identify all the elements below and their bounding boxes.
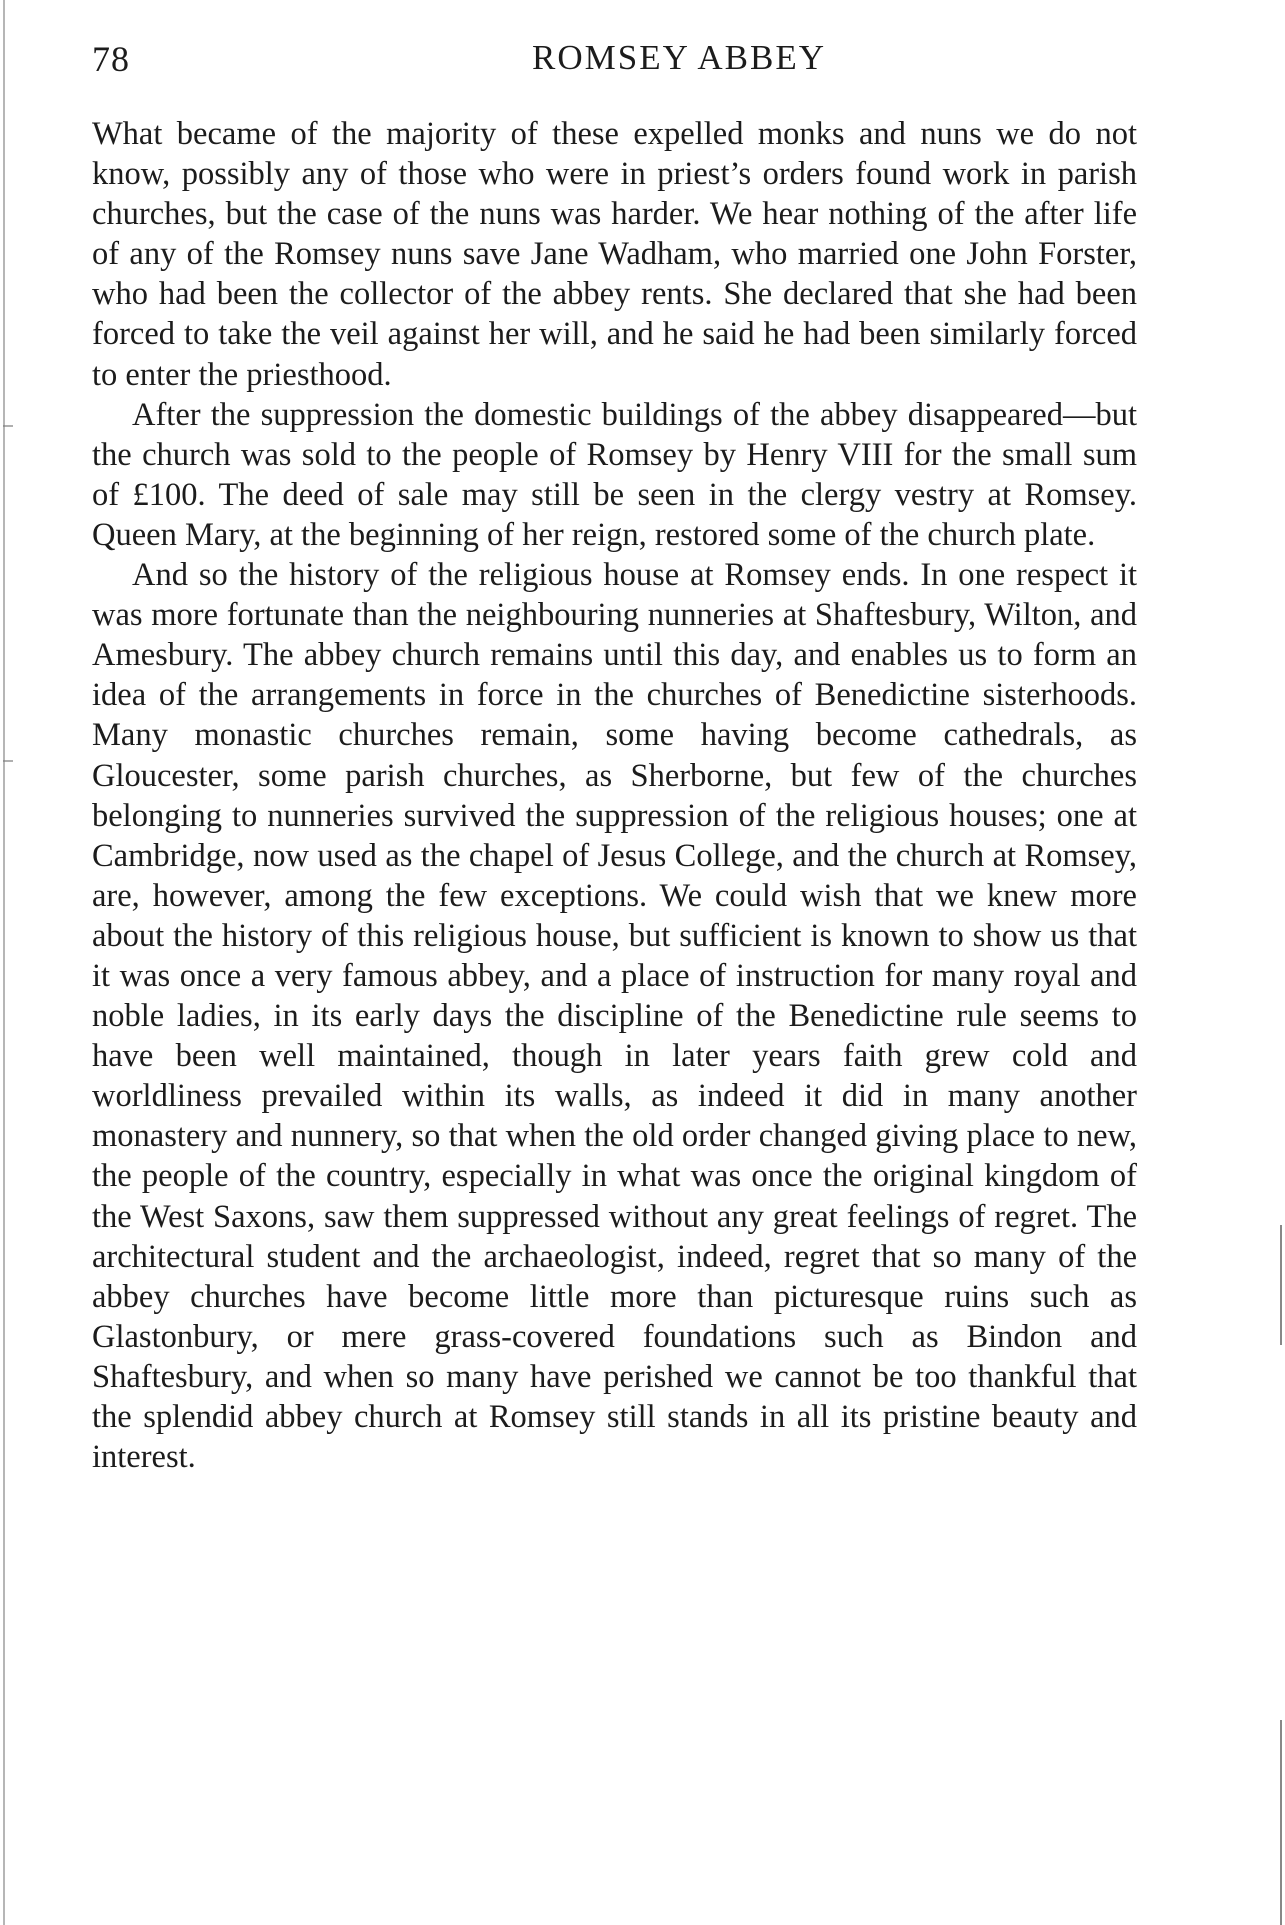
paragraph: After the suppression the domestic buildings of the abbey disappeared—but the church was sold to the people of Romsey by Henry VIII for the small sum of £100. The deed of sale may still be seen in the clergy vestry at Romsey. Queen Mary, at the beginning of her reign, restored some of the church plate.	[92, 396, 1137, 553]
running-head: ROMSEY ABBEY	[532, 38, 827, 77]
body-text	[92, 114, 1137, 1477]
paragraph: What became of the majority of these expelled monks and nuns we do not know, possibly any of those who were in priest’s orders found work in parish churches, but the case of the nuns was harder. We hear nothing of the after life of any of the Romsey nuns save Jane Wadham, who married one John Forster, who had been the collector of the abbey rents. She declared that she had been forced to take the veil against her will, and he said he had been similarly forced to enter the priesthood.	[92, 116, 1137, 393]
page-edge-right	[1280, 1225, 1282, 1345]
page-number: 78	[92, 39, 130, 79]
page-edge-tick	[3, 760, 13, 762]
page-edge-right	[1280, 1720, 1282, 1925]
page-edge-tick	[3, 425, 13, 427]
paragraph: And so the history of the religious house at Romsey ends. In one respect it was more fortunate than the neighbouring nunneries at Shaftesbury, Wilton, and Amesbury. The abbey church remains until this day, and enables us to form an idea of the arrangements in force in the churches of Benedictine sisterhoods. Many monastic churches remain, some having become cathedrals, as Gloucester, some parish churches, as Sherborne, but few of the churches belonging to nunneries survived the suppression of the religious houses; one at Cambridge, now used as the chapel of Jesus College, and the church at Romsey, are, however, among the few exceptions. We could wish that we knew more about the history of this religious house, but sufficient is known to show us that it was once a very famous abbey, and a place of instruction for many royal and noble ladies, in its early days the discipline of the Benedictine rule seems to have been well maintained, though in later years faith grew cold and worldliness prevailed within its walls, as indeed it did in many another monastery and nunnery, so that when the old order changed giving place to new, the people of the country, especially in what was once the original kingdom of the West Saxons, saw them suppressed without any great feelings of regret. The architectural student and the archaeologist, indeed, regret that so many of the abbey churches have become little more than picturesque ruins such as Glastonbury, or mere grass-covered foundations such as Bindon and Shaftesbury, and when so many have perished we cannot be too thankful that the splendid abbey church at Romsey still stands in all its pristine beauty and interest.	[92, 557, 1137, 1476]
page-header	[92, 38, 1137, 84]
page-edge-left	[3, 0, 5, 1925]
